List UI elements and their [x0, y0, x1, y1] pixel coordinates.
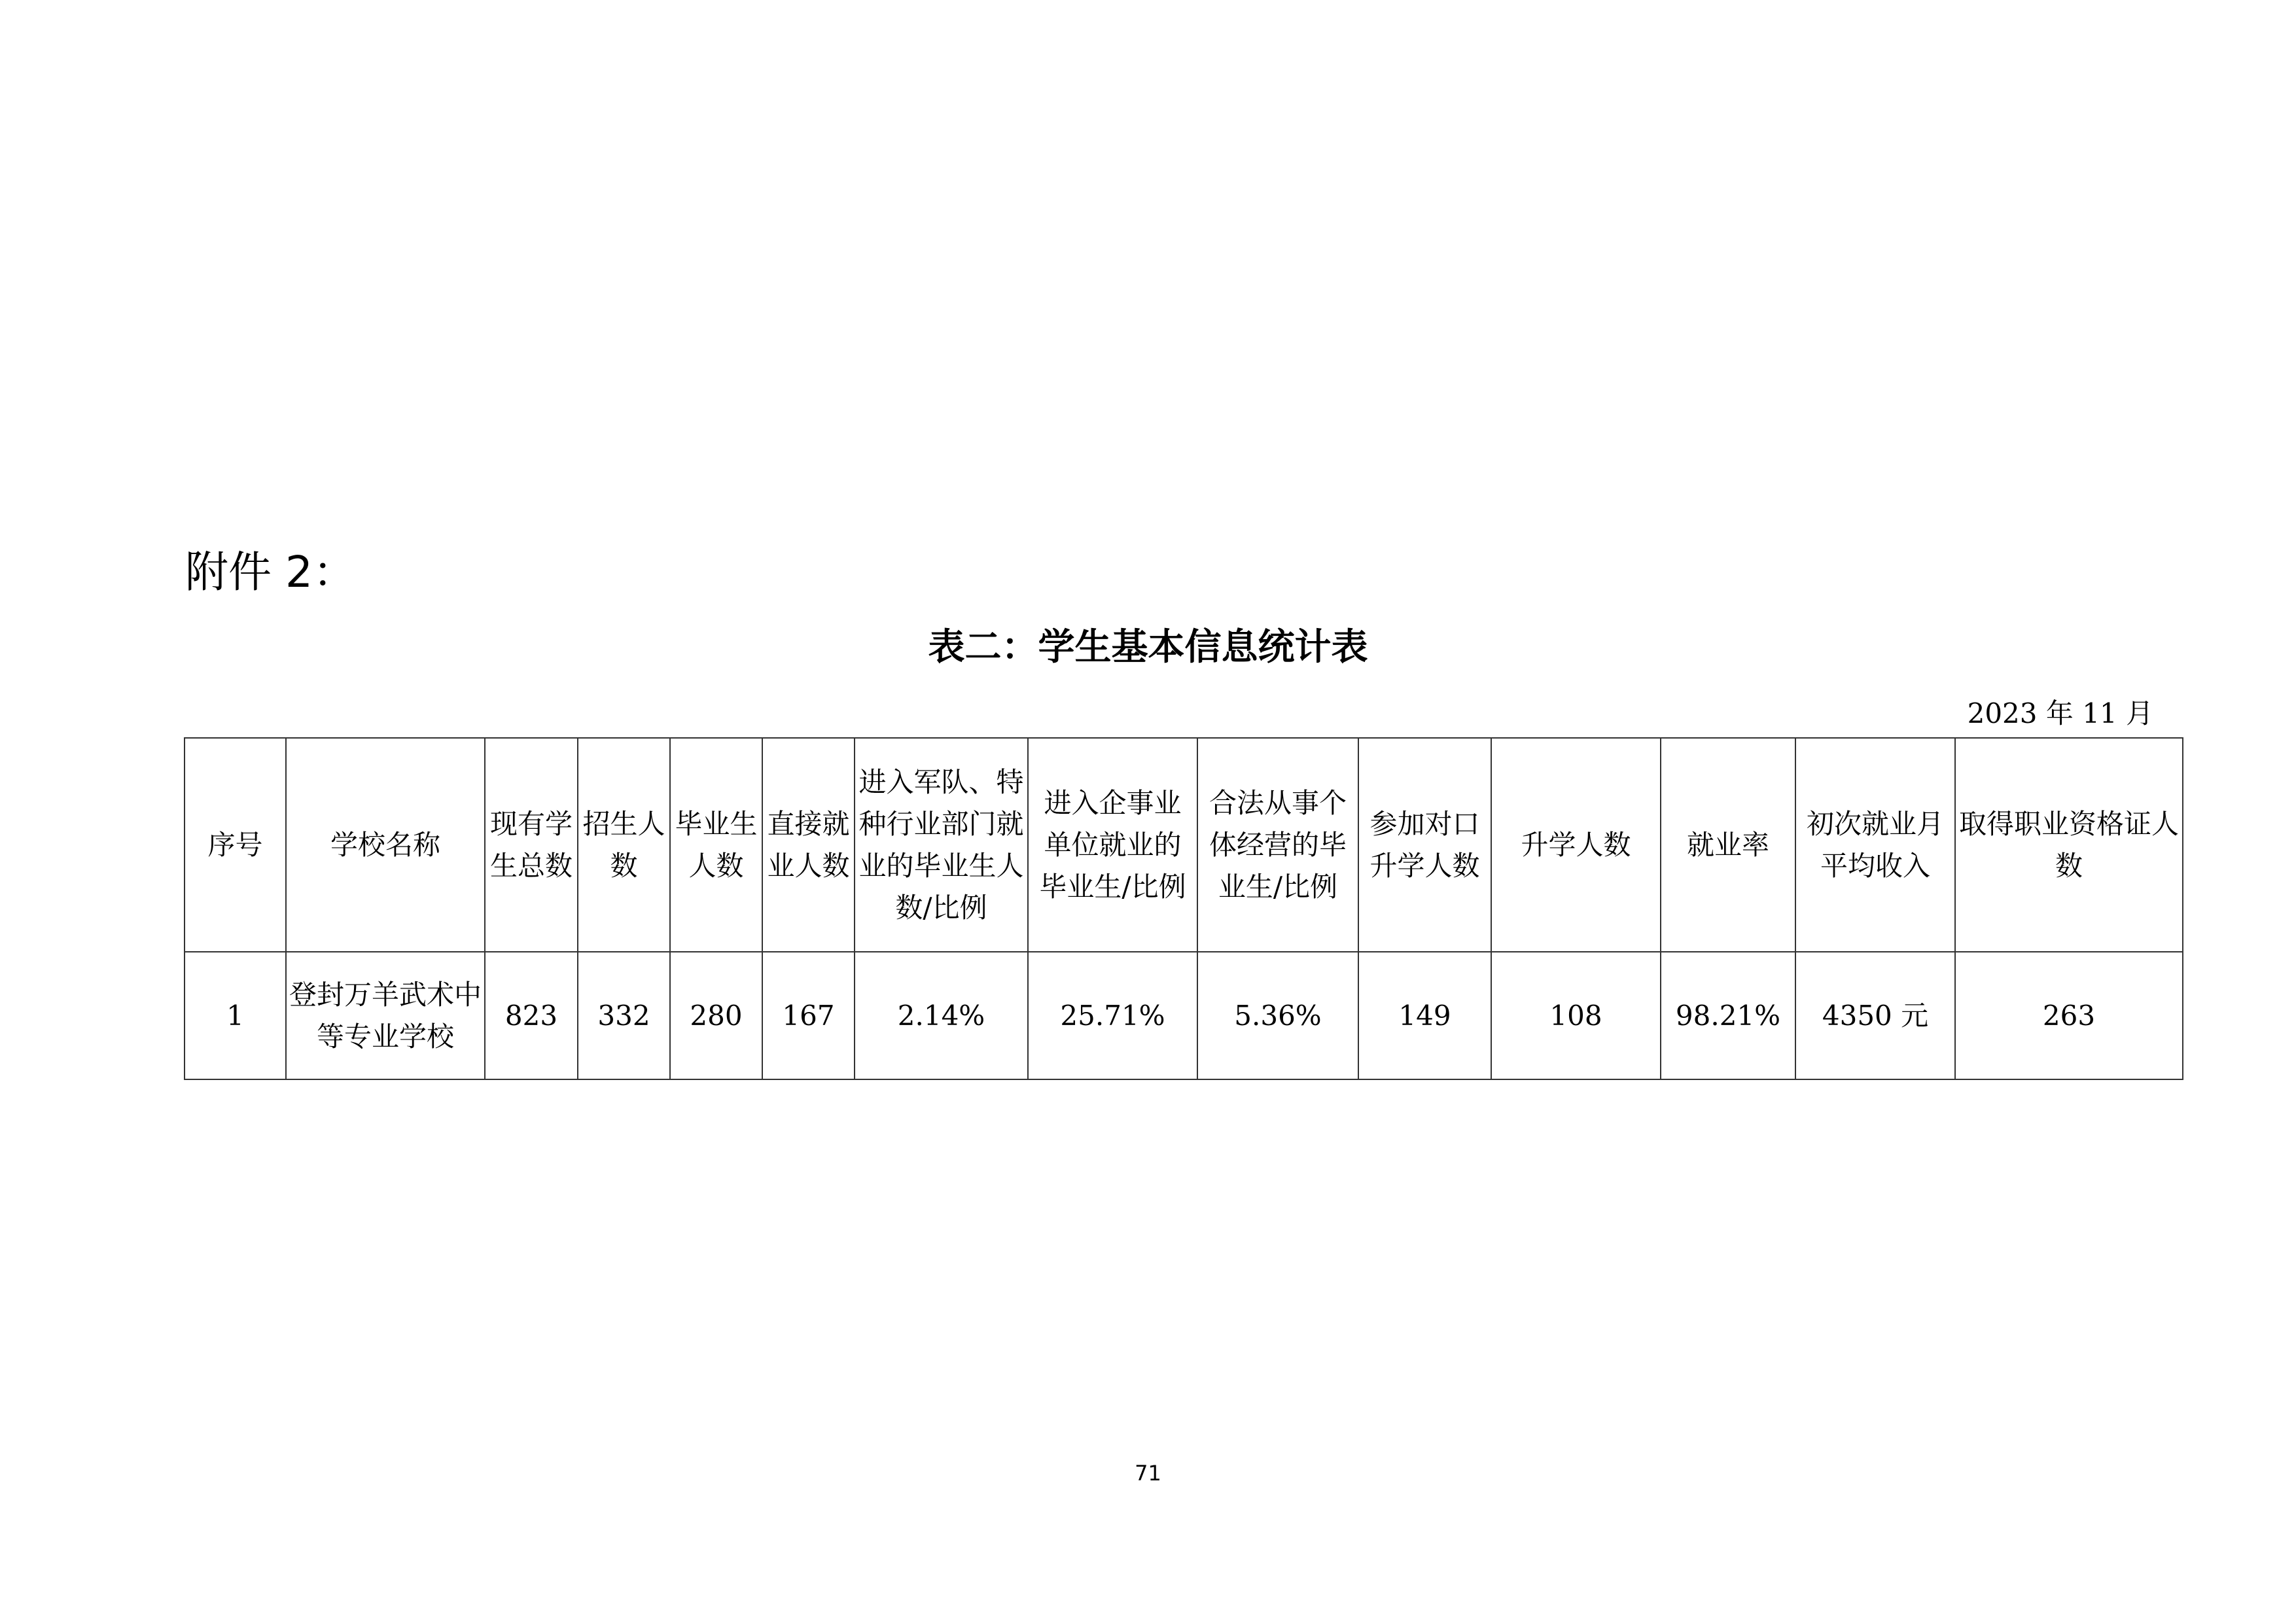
cell-matched-further-study: 149: [1358, 952, 1491, 1079]
header-enrollment: 招生人数: [578, 738, 670, 952]
header-serial-no: 序号: [185, 738, 286, 952]
header-enterprise-institution: 进入企事业单位就业的毕业生/比例: [1028, 738, 1197, 952]
cell-self-employed: 5.36%: [1197, 952, 1358, 1079]
header-military-special-industry: 进入军队、特种行业部门就业的毕业生人数/比例: [855, 738, 1028, 952]
header-initial-monthly-income: 初次就业月平均收入: [1795, 738, 1955, 952]
table-title: 表二：学生基本信息统计表: [928, 626, 1368, 669]
cell-serial-no: 1: [185, 952, 286, 1079]
header-direct-employment: 直接就业人数: [762, 738, 855, 952]
cell-initial-monthly-income: 4350 元: [1795, 952, 1955, 1079]
header-further-study: 升学人数: [1491, 738, 1661, 952]
cell-enrollment: 332: [578, 952, 670, 1079]
cell-direct-employment: 167: [762, 952, 855, 1079]
table-header-row: [185, 738, 2183, 952]
table-row: [185, 952, 2183, 1079]
attachment-label: 附件 2：: [185, 547, 356, 597]
cell-military-special-industry: 2.14%: [855, 952, 1028, 1079]
cell-employment-rate: 98.21%: [1661, 952, 1795, 1079]
student-stats-table: [184, 737, 2183, 1080]
header-graduates: 毕业生人数: [670, 738, 762, 952]
cell-enterprise-institution: 25.71%: [1028, 952, 1197, 1079]
cell-total-students: 823: [485, 952, 578, 1079]
header-certificate-holders: 取得职业资格证人数: [1955, 738, 2183, 952]
cell-school-name: 登封万羊武术中等专业学校: [286, 952, 485, 1079]
cell-graduates: 280: [670, 952, 762, 1079]
page-number: 71: [1135, 1461, 1161, 1486]
cell-certificate-holders: 263: [1955, 952, 2183, 1079]
header-matched-further-study: 参加对口升学人数: [1358, 738, 1491, 952]
report-date: 2023 年 11 月: [1967, 697, 2153, 729]
header-total-students: 现有学生总数: [485, 738, 578, 952]
header-self-employed: 合法从事个体经营的毕业生/比例: [1197, 738, 1358, 952]
cell-further-study: 108: [1491, 952, 1661, 1079]
header-employment-rate: 就业率: [1661, 738, 1795, 952]
header-school-name: 学校名称: [286, 738, 485, 952]
